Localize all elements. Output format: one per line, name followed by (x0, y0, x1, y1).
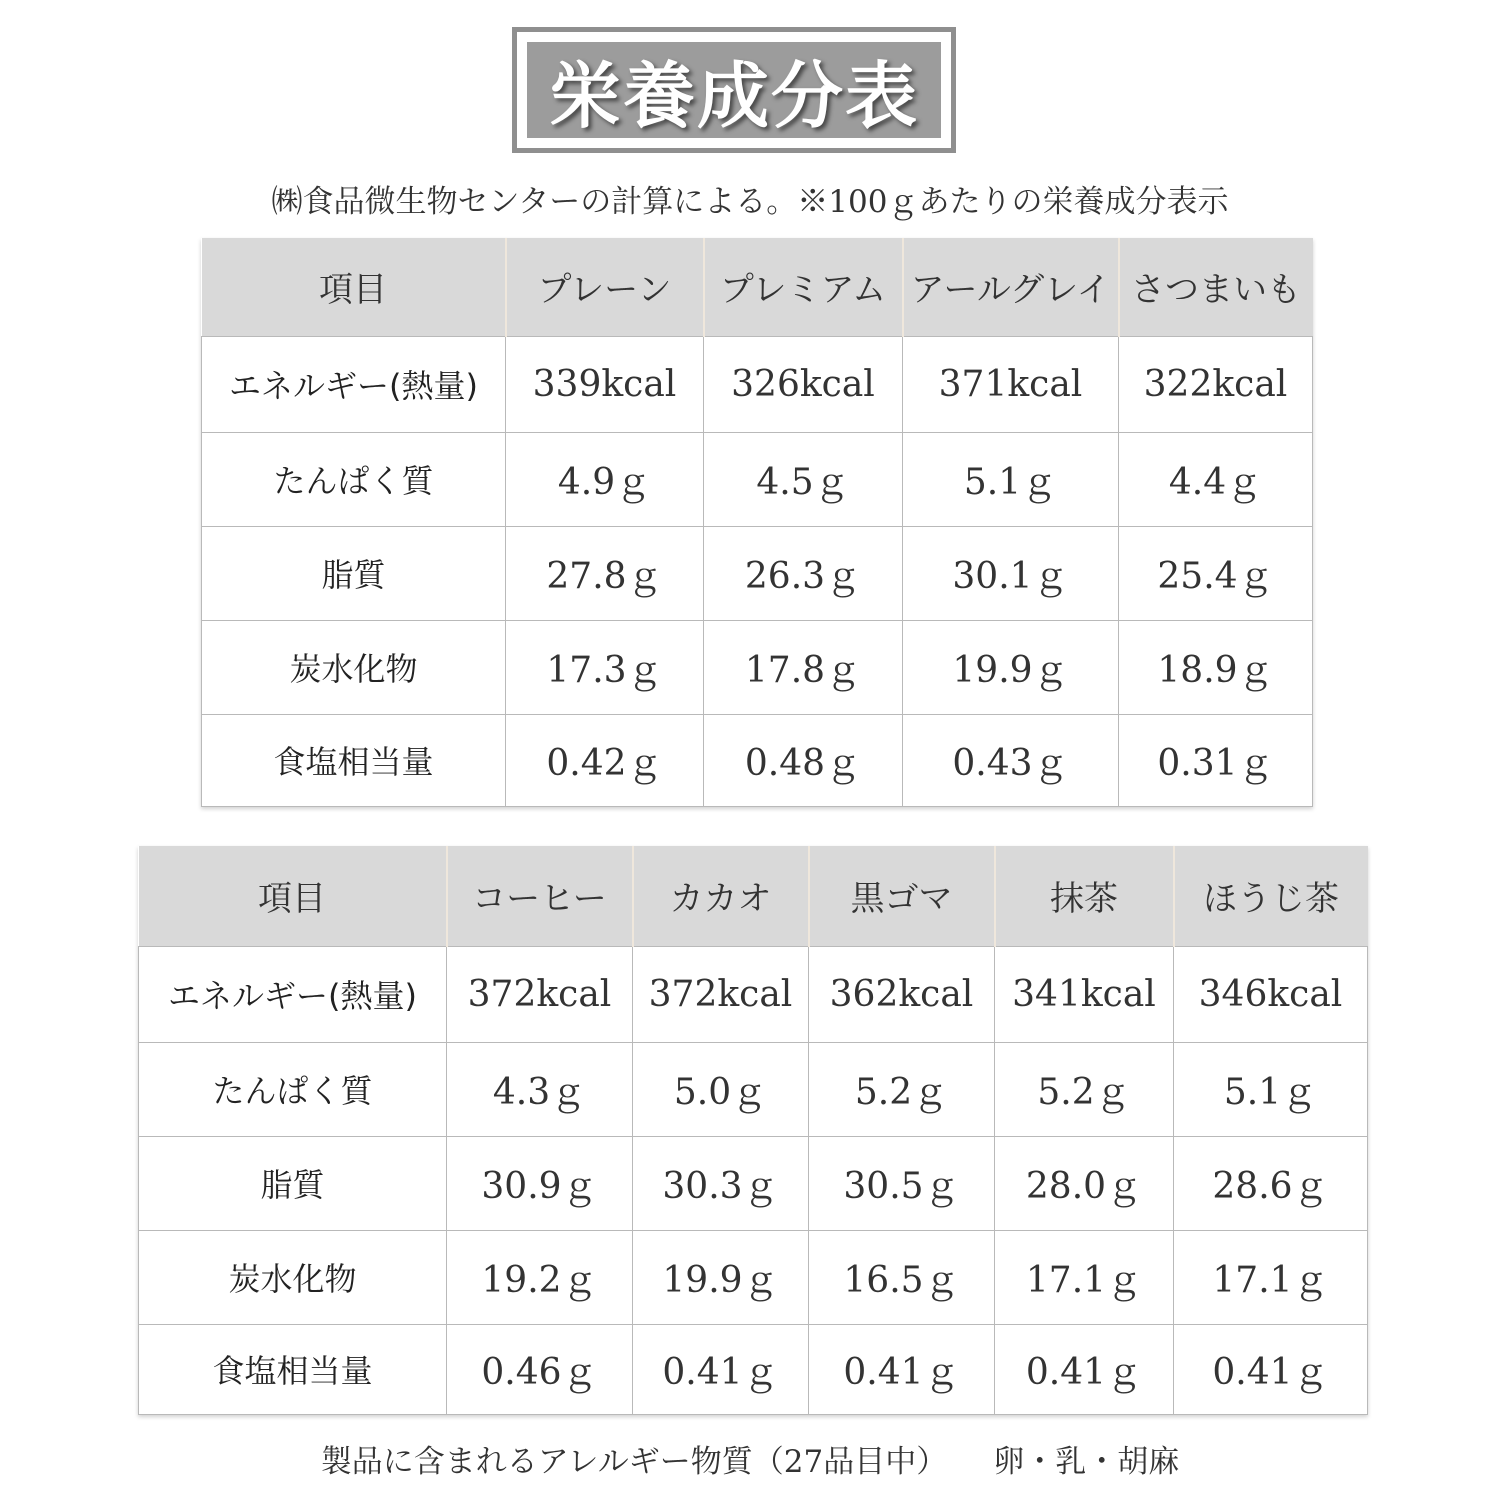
table-cell: 0.43ｇ (903, 714, 1119, 806)
table-row-protein (139, 1042, 1368, 1136)
header-premium: プレミアム (704, 238, 903, 336)
row-label: エネルギー(熱量) (202, 336, 506, 432)
header-coffee: コーヒー (447, 846, 633, 946)
table-cell: 0.41ｇ (809, 1324, 995, 1414)
row-label: 脂質 (202, 526, 506, 620)
row-label: 食塩相当量 (202, 714, 506, 806)
table-cell: 17.1ｇ (1174, 1230, 1368, 1324)
table-row-fat (202, 526, 1313, 620)
table-cell: 346kcal (1174, 946, 1368, 1042)
table-cell: 28.6ｇ (1174, 1136, 1368, 1230)
table-cell: 16.5ｇ (809, 1230, 995, 1324)
table-cell: 4.9ｇ (506, 432, 704, 526)
row-label: 炭水化物 (202, 620, 506, 714)
table-cell: 30.3ｇ (633, 1136, 809, 1230)
row-label: エネルギー(熱量) (139, 946, 447, 1042)
row-label: 脂質 (139, 1136, 447, 1230)
table-cell: 0.31ｇ (1119, 714, 1313, 806)
table-row-energy (202, 336, 1313, 432)
table-cell: 19.9ｇ (903, 620, 1119, 714)
table-cell: 339kcal (506, 336, 704, 432)
table-cell: 341kcal (995, 946, 1174, 1042)
table-cell: 25.4ｇ (1119, 526, 1313, 620)
allergen-note (0, 1436, 1500, 1481)
table-header-row (139, 846, 1368, 946)
table-cell: 4.3ｇ (447, 1042, 633, 1136)
table-cell: 371kcal (903, 336, 1119, 432)
row-label: 食塩相当量 (139, 1324, 447, 1414)
table-cell: 372kcal (447, 946, 633, 1042)
title-panel (527, 42, 941, 138)
table-cell: 26.3ｇ (704, 526, 903, 620)
table-cell: 17.1ｇ (995, 1230, 1174, 1324)
table-cell: 17.3ｇ (506, 620, 704, 714)
header-plain: プレーン (506, 238, 704, 336)
table-cell: 18.9ｇ (1119, 620, 1313, 714)
table-cell: 322kcal (1119, 336, 1313, 432)
header-item: 項目 (202, 238, 506, 336)
table-cell: 0.48ｇ (704, 714, 903, 806)
allergen-list: 卵・乳・胡麻 (993, 1444, 1180, 1480)
table-header-row (202, 238, 1313, 336)
table-cell: 0.41ｇ (633, 1324, 809, 1414)
table-cell: 27.8ｇ (506, 526, 704, 620)
table-row-carbohydrate (202, 620, 1313, 714)
table-cell: 30.9ｇ (447, 1136, 633, 1230)
header-hojicha: ほうじ茶 (1174, 846, 1368, 946)
table-cell: 30.5ｇ (809, 1136, 995, 1230)
table-cell: 17.8ｇ (704, 620, 903, 714)
table-row-carbohydrate (139, 1230, 1368, 1324)
header-cacao: カカオ (633, 846, 809, 946)
allergen-label: 製品に含まれるアレルギー物質（27品目中） (320, 1444, 948, 1480)
table-cell: 4.4ｇ (1119, 432, 1313, 526)
header-item: 項目 (139, 846, 447, 946)
header-sweet-potato: さつまいも (1119, 238, 1313, 336)
header-matcha: 抹茶 (995, 846, 1174, 946)
row-label: 炭水化物 (139, 1230, 447, 1324)
table-cell: 19.2ｇ (447, 1230, 633, 1324)
subtitle-note: ㈱食品微生物センターの計算による。※100ｇあたりの栄養成分表示 (271, 184, 1229, 220)
nutrition-table-2 (138, 846, 1368, 1415)
header-black-sesame: 黒ゴマ (809, 846, 995, 946)
table-cell: 19.9ｇ (633, 1230, 809, 1324)
table-cell: 0.41ｇ (1174, 1324, 1368, 1414)
nutrition-table-1 (201, 238, 1313, 807)
table-cell: 0.46ｇ (447, 1324, 633, 1414)
table-row-energy (139, 946, 1368, 1042)
table-cell: 372kcal (633, 946, 809, 1042)
table-cell: 5.2ｇ (995, 1042, 1174, 1136)
row-label: たんぱく質 (139, 1042, 447, 1136)
table-cell: 0.41ｇ (995, 1324, 1174, 1414)
page-title: 栄養成分表 (548, 54, 919, 138)
table-cell: 5.0ｇ (633, 1042, 809, 1136)
table-cell: 30.1ｇ (903, 526, 1119, 620)
table-cell: 4.5ｇ (704, 432, 903, 526)
table-cell: 5.1ｇ (1174, 1042, 1368, 1136)
table-row-protein (202, 432, 1313, 526)
table-cell: 5.2ｇ (809, 1042, 995, 1136)
table-cell: 5.1ｇ (903, 432, 1119, 526)
title-box (512, 27, 956, 153)
table-row-salt (139, 1324, 1368, 1414)
header-earl-grey: アールグレイ (903, 238, 1119, 336)
table-row-fat (139, 1136, 1368, 1230)
table-cell: 326kcal (704, 336, 903, 432)
table-cell: 0.42ｇ (506, 714, 704, 806)
table-cell: 362kcal (809, 946, 995, 1042)
table-cell: 28.0ｇ (995, 1136, 1174, 1230)
row-label: たんぱく質 (202, 432, 506, 526)
table-row-salt (202, 714, 1313, 806)
